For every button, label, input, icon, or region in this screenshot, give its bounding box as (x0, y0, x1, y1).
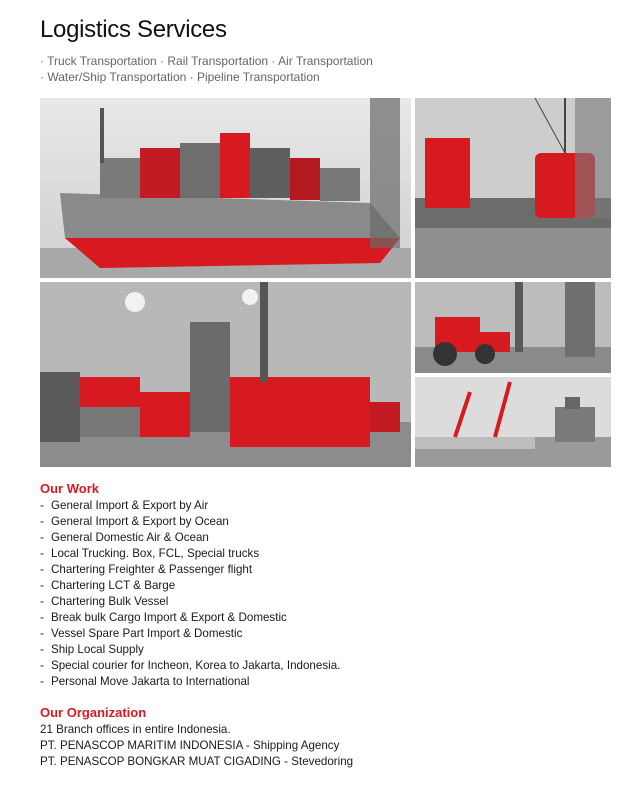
cargo-ship-photo (40, 98, 411, 278)
list-item: - Local Trucking. Box, FCL, Special trucks (40, 547, 260, 560)
list-item: - Break bulk Cargo Import & Export & Domestic (40, 611, 287, 624)
list-item: - General Import & Export by Ocean (40, 515, 229, 528)
services-line-2: · Water/Ship Transportation · Pipeline Transportation (40, 70, 320, 84)
container-yard-photo (40, 282, 411, 467)
our-work-heading: Our Work (40, 481, 99, 496)
port-cranes-photo (415, 377, 611, 467)
page-title: Logistics Services (40, 16, 227, 43)
list-item: - General Import & Export by Air (40, 499, 209, 512)
list-item: - Ship Local Supply (40, 643, 144, 656)
services-list (40, 53, 600, 85)
list-item: - Chartering LCT & Barge (40, 579, 176, 592)
list-item: - Personal Move Jakarta to International (40, 675, 250, 688)
photo-collage (40, 98, 611, 467)
list-item: - Chartering Bulk Vessel (40, 595, 169, 608)
list-item: - Special courier for Incheon, Korea to Jakarta, Indonesia. (40, 659, 341, 672)
list-item: - Chartering Freighter & Passenger flight (40, 563, 253, 576)
services-line-1: · Truck Transportation · Rail Transportation · Air Transportation (40, 54, 373, 68)
organization-line: 21 Branch offices in entire Indonesia. (40, 723, 231, 736)
organization-line: PT. PENASCOP BONGKAR MUAT CIGADING - Stevedoring (40, 755, 354, 768)
list-item: - Vessel Spare Part Import & Domestic (40, 627, 243, 640)
list-item: - General Domestic Air & Ocean (40, 531, 209, 544)
our-work-section (40, 481, 600, 690)
work-list (40, 498, 600, 690)
our-organization-heading: Our Organization (40, 705, 147, 720)
crane-lift-photo (415, 98, 611, 278)
our-organization-section (40, 705, 600, 770)
wheel-loader-photo (415, 282, 611, 373)
organization-line: PT. PENASCOP MARITIM INDONESIA - Shipping Agency (40, 739, 340, 752)
